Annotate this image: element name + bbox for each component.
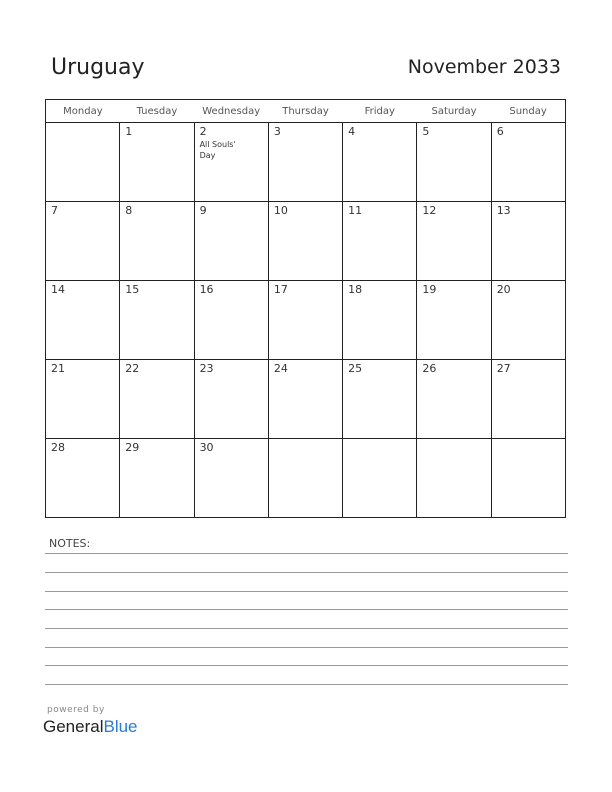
- calendar-week-row: [46, 360, 566, 439]
- calendar-week-row: [46, 123, 566, 202]
- day-number: 1: [125, 125, 133, 138]
- calendar-day-cell: [46, 281, 120, 360]
- weekday-thursday: Thursday: [268, 100, 342, 123]
- day-number: 16: [199, 283, 214, 296]
- calendar-day-cell: [120, 202, 194, 281]
- day-number: 23: [199, 362, 214, 375]
- note-line: [45, 684, 568, 685]
- calendar-day-cell: [268, 202, 342, 281]
- calendar-day-cell: [417, 281, 491, 360]
- day-number: 20: [496, 283, 511, 296]
- note-line: [45, 609, 568, 610]
- day-number: 28: [51, 441, 65, 454]
- brand-general-text: General: [43, 717, 104, 736]
- weekday-wednesday: Wednesday: [194, 100, 268, 123]
- weekday-tuesday: Tuesday: [120, 100, 194, 123]
- day-number: 18: [348, 283, 363, 296]
- calendar-week-row: [46, 439, 566, 518]
- holiday-label: All Souls' Day: [199, 140, 236, 160]
- calendar-day-cell: [343, 123, 417, 202]
- calendar-day-cell: [491, 439, 565, 518]
- day-number: 4: [348, 125, 356, 138]
- calendar-day-cell: [194, 281, 268, 360]
- day-number: 15: [125, 283, 140, 296]
- country-title: Uruguay: [51, 55, 145, 80]
- note-line: [45, 553, 568, 554]
- day-number: 3: [273, 125, 281, 138]
- calendar-day-cell: [268, 123, 342, 202]
- calendar-day-cell: [194, 202, 268, 281]
- note-line: [45, 647, 568, 648]
- note-line: [45, 628, 568, 629]
- day-number: 17: [273, 283, 288, 296]
- calendar-day-cell: [120, 123, 194, 202]
- day-number: 14: [51, 283, 65, 296]
- day-number: 8: [125, 204, 133, 217]
- weekday-sunday: Sunday: [491, 100, 565, 123]
- calendar-day-cell: [46, 202, 120, 281]
- day-number: 5: [422, 125, 430, 138]
- weekday-header-row: [46, 100, 566, 123]
- day-number: 19: [422, 283, 437, 296]
- calendar-day-cell: [343, 439, 417, 518]
- day-number: 13: [496, 204, 511, 217]
- calendar-body: [46, 123, 566, 518]
- calendar-day-cell: [417, 360, 491, 439]
- calendar-day-cell: [194, 360, 268, 439]
- calendar-day-cell: [268, 281, 342, 360]
- day-number: 2: [199, 125, 207, 138]
- notes-label: NOTES:: [49, 537, 91, 550]
- note-line: [45, 665, 568, 666]
- calendar-day-cell: [120, 281, 194, 360]
- note-line: [45, 591, 568, 592]
- day-number: 29: [125, 441, 140, 454]
- day-number: 22: [125, 362, 140, 375]
- day-number: 24: [273, 362, 288, 375]
- calendar-day-cell: [46, 439, 120, 518]
- calendar-day-cell: [343, 281, 417, 360]
- calendar-day-cell: [120, 360, 194, 439]
- calendar-day-cell: [268, 360, 342, 439]
- calendar-day-cell: [417, 123, 491, 202]
- generalblue-logo: [43, 717, 138, 737]
- calendar-day-cell: [194, 439, 268, 518]
- calendar-day-cell: [343, 360, 417, 439]
- calendar-day-cell: [343, 202, 417, 281]
- day-number: 27: [496, 362, 511, 375]
- calendar-day-cell: [491, 123, 565, 202]
- calendar-week-row: [46, 281, 566, 360]
- calendar-day-cell: [491, 281, 565, 360]
- powered-by-text: powered by: [47, 705, 105, 715]
- day-number: 30: [199, 441, 214, 454]
- calendar-day-cell: [46, 360, 120, 439]
- calendar-day-cell: [491, 360, 565, 439]
- calendar-day-cell: [194, 123, 268, 202]
- day-number: 7: [51, 204, 58, 217]
- calendar-day-cell: [417, 202, 491, 281]
- day-number: 11: [348, 204, 363, 217]
- day-number: 25: [348, 362, 363, 375]
- calendar-day-cell: [46, 123, 120, 202]
- day-number: 10: [273, 204, 288, 217]
- calendar-day-cell: [120, 439, 194, 518]
- day-number: 9: [199, 204, 207, 217]
- calendar-grid: [45, 99, 566, 518]
- day-number: 6: [496, 125, 504, 138]
- weekday-friday: Friday: [343, 100, 417, 123]
- day-number: 12: [422, 204, 437, 217]
- note-line: [45, 572, 568, 573]
- weekday-monday: Monday: [46, 100, 120, 123]
- day-number: 26: [422, 362, 437, 375]
- calendar-day-cell: [417, 439, 491, 518]
- calendar-day-cell: [268, 439, 342, 518]
- weekday-saturday: Saturday: [417, 100, 491, 123]
- calendar-week-row: [46, 202, 566, 281]
- day-number: 21: [51, 362, 65, 375]
- brand-blue-text: Blue: [103, 717, 138, 736]
- calendar-day-cell: [491, 202, 565, 281]
- month-year-title: November 2033: [407, 56, 561, 78]
